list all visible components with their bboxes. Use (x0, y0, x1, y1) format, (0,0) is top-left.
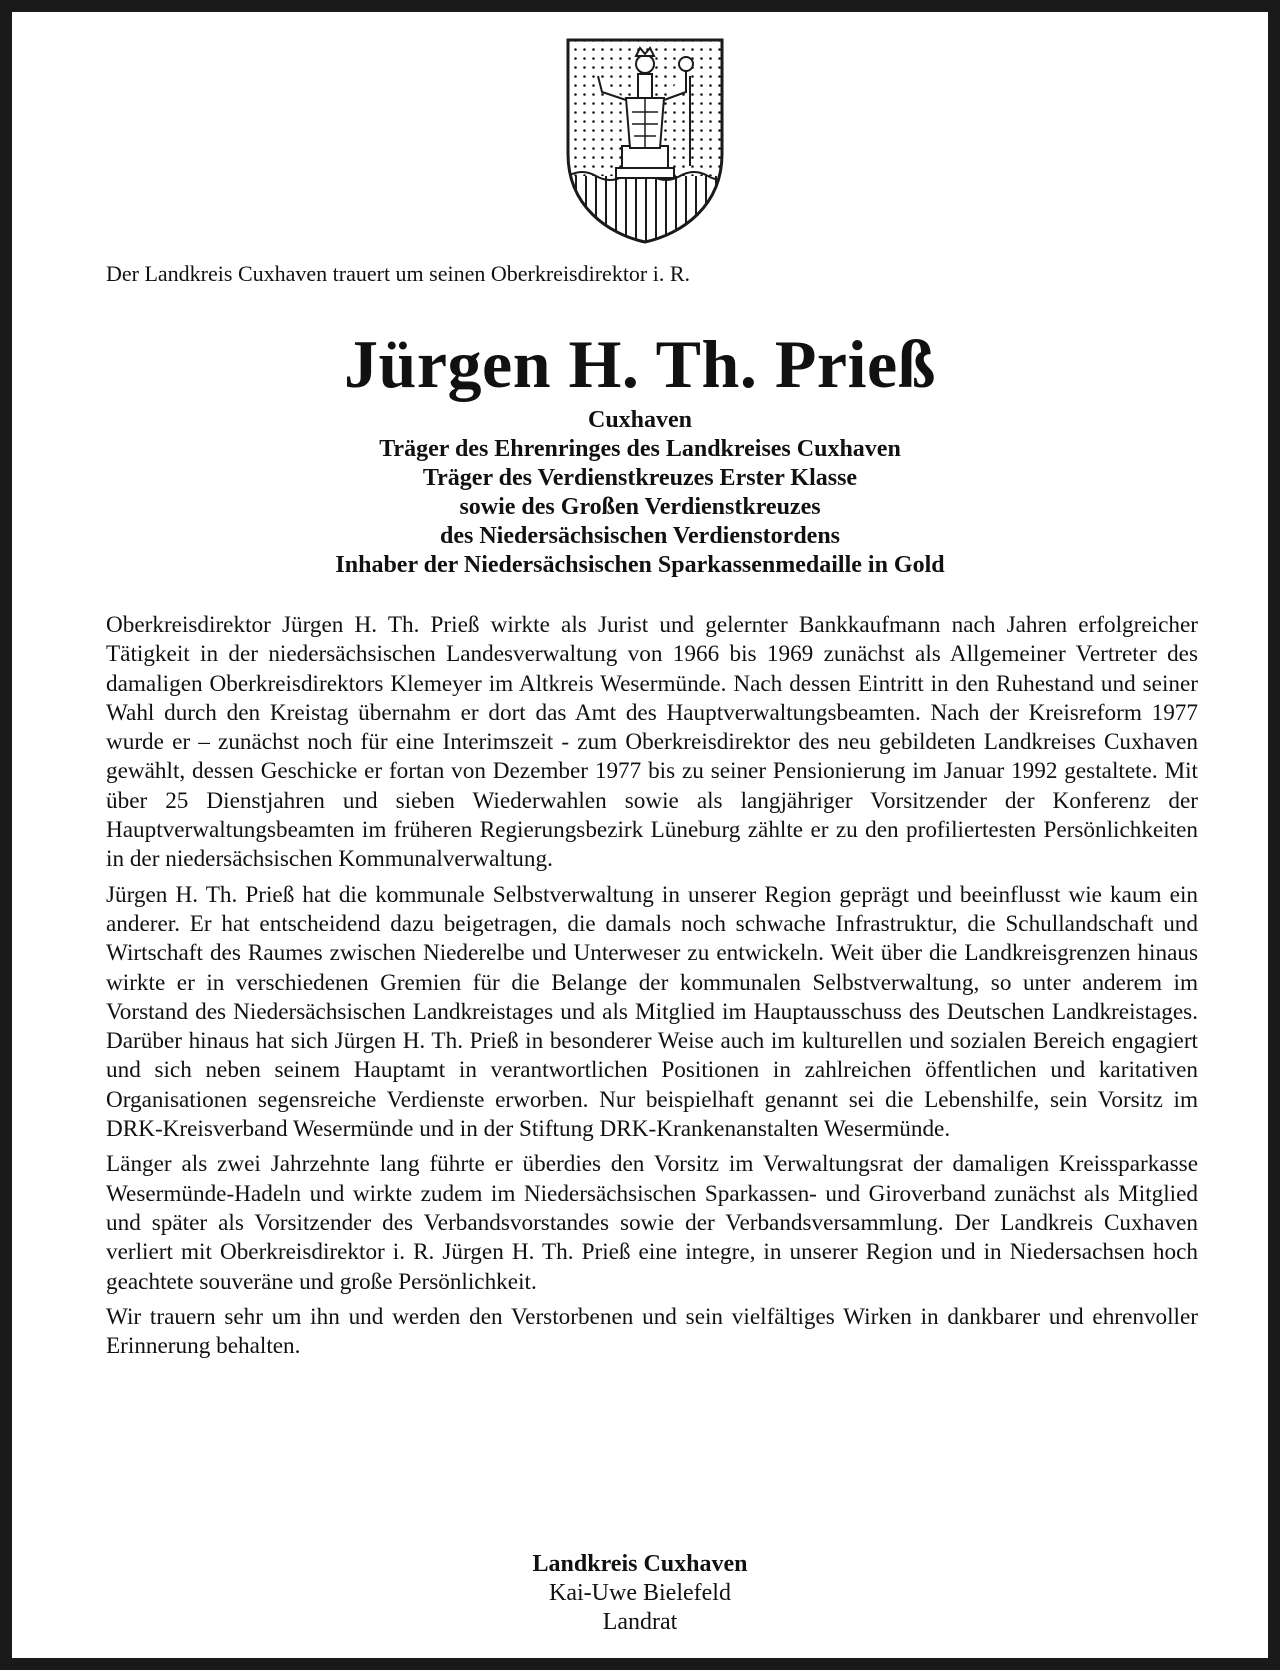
deceased-name: Jürgen H. Th. Prieß (344, 326, 936, 402)
honor-line: sowie des Großen Verdienstkreuzes (459, 494, 821, 520)
signature-role: Landrat (602, 1609, 678, 1635)
signature-block (12, 1550, 1268, 1637)
body-paragraph: Oberkreisdirektor Jürgen H. Th. Prieß wirkte als Jurist und gelernter Bankkaufmann nach Jahren erfolgreicher Tätigkeit in der niedersächsischen Landesverwaltung von 1966 bis 1969 zunächst als Allgemeiner Vertreter des damaligen Oberkreisdirektors Klemeyer im Altkreis Wesermünde. Nach dessen Eintritt in den Ruhestand und seiner Wahl durch den Kreistag übernahm er dort das Amt des Hauptverwaltungsbeamten. Nach der Kreisreform 1977 wurde er – zunächst noch für eine Interimszeit - zum Oberkreisdirektor des neu gebildeten Landkreises Cuxhaven gewählt, dessen Geschicke er fortan von Dezember 1977 bis zu seiner Pensionierung im Januar 1992 gestaltete. Mit über 25 Dienstjahren und sieben Wiederwahlen sowie als langjähriger Vorsitzender der Konferenz der Hauptverwaltungsbeamten im früheren Regierungsbezirk Lüneburg zählte er zu den profiliertesten Persönlichkeiten in der niedersächsischen Kommunalverwaltung. (106, 612, 1198, 873)
coat-of-arms-icon (562, 36, 728, 246)
intro-line: Der Landkreis Cuxhaven trauert um seinen Oberkreisdirektor i. R. (106, 261, 691, 286)
honor-line: Inhaber der Niedersächsischen Sparkassenmedaille in Gold (335, 552, 945, 578)
signature-person: Kai-Uwe Bielefeld (549, 1580, 731, 1606)
obituary-body (106, 611, 1198, 1367)
body-paragraph: Wir trauern sehr um ihn und werden den Verstorbenen und sein vielfältiges Wirken in dankbarer und ehrenvoller Erinnerung behalten. (106, 1303, 1198, 1360)
body-paragraph: Jürgen H. Th. Prieß hat die kommunale Selbstverwaltung in unserer Region geprägt und beeinflusst wie kaum ein anderer. Er hat entscheidend dazu beigetragen, die damals noch schwache Infrastruktur, die Schullandschaft und Wirtschaft des Raumes zwischen Niederelbe und Unterweser zu entwickeln. Weit über die Landkreisgrenzen hinaus wirkte er in verschiedenen Gremien für die Belange der kommunalen Selbstverwaltung, so unter anderem im Vorstand des Niedersächsischen Landkreistages und als Mitglied im Hauptausschuss des Deutschen Landkreistages. Darüber hinaus hat sich Jürgen H. Th. Prieß in besonderer Weise auch im kulturellen und sozialen Bereich engagiert und sich neben seinem Hauptamt in verantwortlichen Positionen in zahlreichen öffentlichen und karitativen Organisationen segensreiche Verdienste erworben. Nur beispielhaft genannt sei die Lebenshilfe, sein Vorsitz im DRK-Kreisverband Wesermünde und in der Stiftung DRK-Krankenanstalten Wesermünde. (106, 881, 1198, 1143)
honors-list (12, 406, 1268, 580)
body-paragraph: Länger als zwei Jahrzehnte lang führte er überdies den Vorsitz im Verwaltungsrat der damaligen Kreissparkasse Wesermünde-Hadeln und wirkte zudem im Niedersächsischen Sparkassen- und Giroverband zunächst als Mitglied und später als Vorsitzender des Verbandsvorstandes sowie der Verbandsversammlung. Der Landkreis Cuxhaven verliert mit Oberkreisdirektor i. R. Jürgen H. Th. Prieß eine integre, in unserer Region und in Niedersachsen hoch geachtete souveräne und große Persönlichkeit. (106, 1151, 1198, 1295)
honor-line: des Niedersächsischen Verdienstordens (439, 523, 841, 549)
signature-organization: Landkreis Cuxhaven (532, 1551, 748, 1577)
honor-line: Cuxhaven (587, 407, 693, 433)
honor-line: Träger des Ehrenringes des Landkreises Cuxhaven (379, 436, 901, 462)
honor-line: Träger des Verdienstkreuzes Erster Klasse (422, 465, 858, 491)
